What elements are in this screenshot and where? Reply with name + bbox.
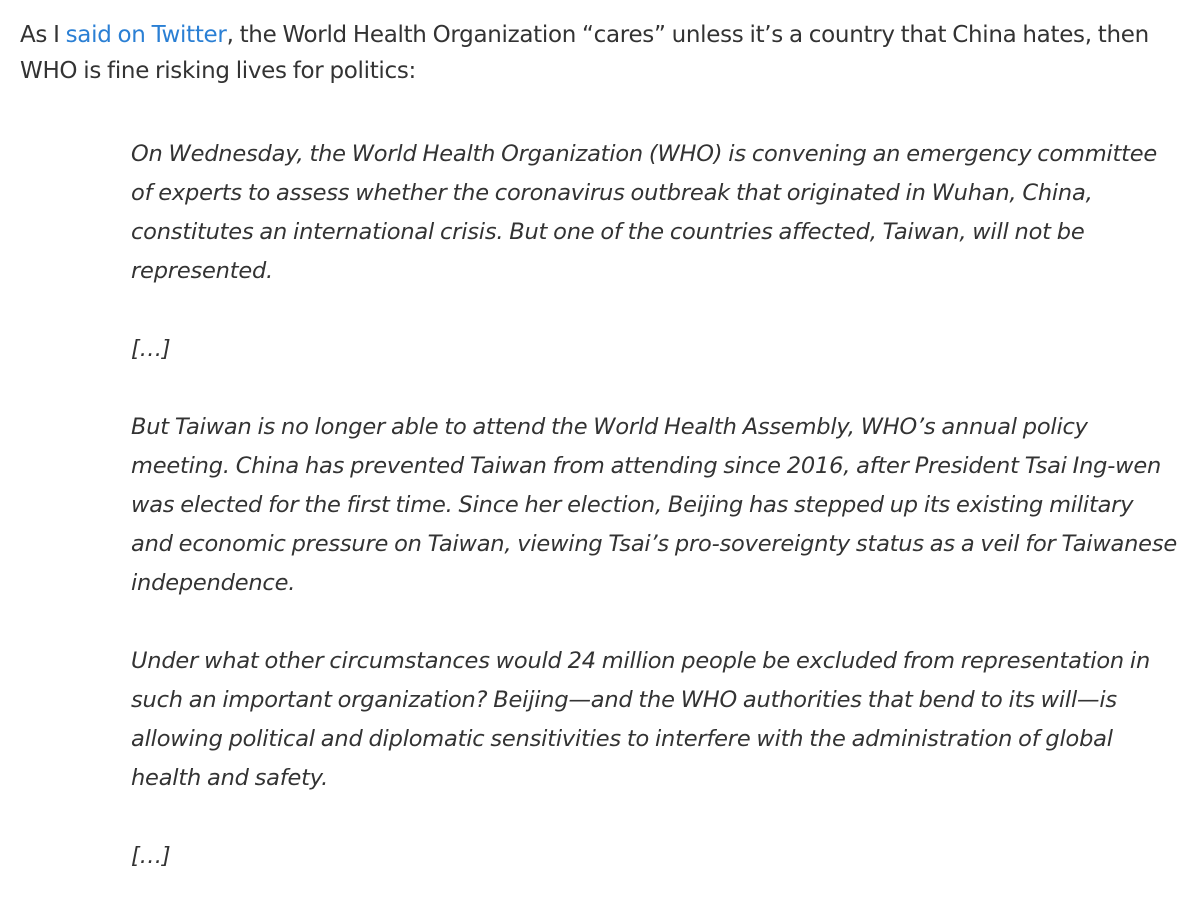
intro-text-start: As I bbox=[20, 22, 66, 48]
quote-ellipsis-1: […] bbox=[131, 336, 171, 362]
intro-text-end: , the World Health Organization “cares” unless it’s a country that China hates, then WHO is fine risking lives for politics: bbox=[20, 22, 1149, 84]
quote-paragraph-2: But Taiwan is no longer able to attend the World Health Assembly, WHO’s annual policy meeting. China has prevented Taiwan from attending since 2016, after President Tsai Ing-wen was elected for the first time. Since her election, Beijing has stepped up its existing military and economic pressure on Taiwan, viewing Tsai’s pro-sovereignty status as a veil for Taiwanese independence. bbox=[131, 414, 1177, 596]
quote-paragraph-3: Under what other circumstances would 24 million people be excluded from representation in such an important organization? Beijing—and the WHO authorities that bend to its will—is allowing political and diplomatic sensitivities to interfere with the administration of global health and safety. bbox=[131, 648, 1151, 791]
quote-ellipsis-2: […] bbox=[131, 843, 171, 869]
quote-paragraph-1: On Wednesday, the World Health Organization (WHO) is convening an emergency committee of experts to assess whether the coronavirus outbreak that originated in Wuhan, China, constitutes an international crisis. But one of the countries affected, Taiwan, will not be represented. bbox=[131, 141, 1158, 284]
intro-paragraph bbox=[20, 17, 1180, 89]
blockquote bbox=[131, 135, 1181, 915]
twitter-link[interactable]: said on Twitter bbox=[65, 22, 227, 48]
